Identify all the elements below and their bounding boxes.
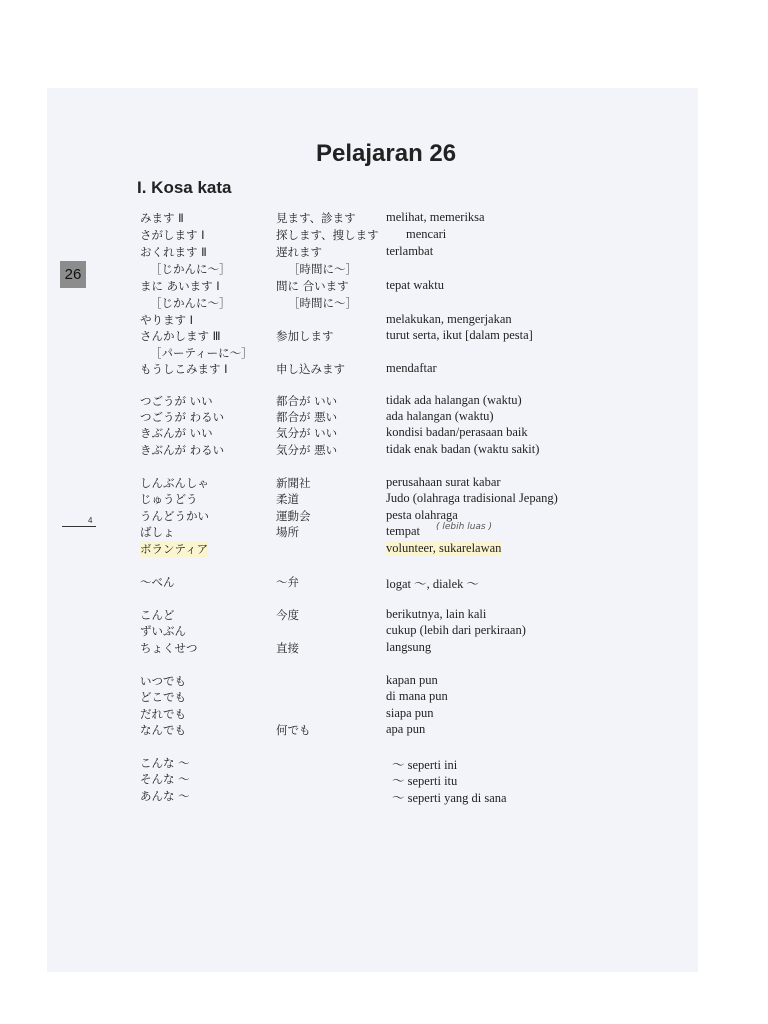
vocab-kanji: ［時間に～］ bbox=[288, 296, 357, 310]
vocab-kanji: 何でも bbox=[276, 723, 311, 737]
vocab-meaning: tidak ada halangan (waktu) bbox=[386, 393, 522, 407]
margin-number: 4 bbox=[88, 516, 93, 525]
margin-line bbox=[62, 526, 96, 527]
vocab-kana: ［じかんに～］ bbox=[150, 296, 231, 310]
vocab-kanji: 遅れます bbox=[276, 245, 322, 259]
vocab-kana: つごうが わるい bbox=[140, 410, 225, 424]
vocab-meaning: pesta olahraga bbox=[386, 508, 458, 522]
vocab-meaning: mencari bbox=[406, 227, 447, 241]
vocab-kanji: 新聞社 bbox=[276, 476, 311, 490]
vocab-kanji: 直接 bbox=[276, 641, 299, 655]
vocab-meaning: cukup (lebih dari perkiraan) bbox=[386, 623, 526, 637]
vocab-kana: ばしょ bbox=[140, 525, 175, 539]
vocab-kana: もうしこみます Ⅰ bbox=[140, 362, 228, 376]
vocab-kanji: 今度 bbox=[276, 608, 299, 622]
vocab-kana: さがします Ⅰ bbox=[140, 228, 205, 242]
vocab-meaning: ～ seperti yang di sana bbox=[392, 791, 507, 805]
vocab-kana: ちょくせつ bbox=[140, 641, 198, 655]
vocab-kana: しんぶんしゃ bbox=[140, 476, 209, 490]
vocab-meaning: perusahaan surat kabar bbox=[386, 475, 501, 489]
vocab-kana: どこでも bbox=[140, 690, 186, 704]
vocab-kanji: 申し込みます bbox=[276, 362, 345, 376]
vocab-kanji: 探します、捜します bbox=[276, 228, 379, 242]
vocab-kana: うんどうかい bbox=[140, 509, 209, 523]
vocab-meaning: tempat bbox=[386, 524, 421, 538]
vocab-kana: つごうが いい bbox=[140, 394, 213, 408]
vocab-kanji: 参加します bbox=[276, 329, 334, 343]
vocab-meaning: apa pun bbox=[386, 722, 426, 736]
lesson-tab: 26 bbox=[60, 261, 86, 288]
page-title: Pelajaran 26 bbox=[316, 140, 457, 167]
vocab-meaning: melihat, memeriksa bbox=[386, 210, 485, 224]
vocab-kana: なんでも bbox=[140, 723, 186, 737]
vocab-kana: きぶんが わるい bbox=[140, 443, 225, 457]
vocab-kana: こんど bbox=[140, 608, 175, 622]
vocab-meaning: logat ～, dialek ～ bbox=[386, 577, 480, 591]
vocab-meaning: turut serta, ikut [dalam pesta] bbox=[386, 328, 533, 342]
vocab-kana: ［じかんに～］ bbox=[150, 262, 231, 276]
vocab-meaning: ～ seperti ini bbox=[392, 758, 458, 772]
vocab-kana: だれでも bbox=[140, 707, 186, 721]
vocab-meaning: kapan pun bbox=[386, 673, 438, 687]
vocab-kana: あんな ～ bbox=[140, 789, 190, 803]
vocab-kanji: 間に 合います bbox=[276, 279, 349, 293]
vocab-kana: ボランティア bbox=[140, 542, 209, 556]
vocab-kanji: ［時間に～］ bbox=[288, 262, 357, 276]
vocab-kana: ～べん bbox=[140, 575, 175, 589]
vocab-meaning: ada halangan (waktu) bbox=[386, 409, 494, 423]
vocab-kanji: 見ます、診ます bbox=[276, 211, 356, 225]
vocab-kana: さんかします Ⅲ bbox=[140, 329, 221, 343]
vocab-kana: ずいぶん bbox=[140, 624, 186, 638]
vocab-kanji: ～弁 bbox=[276, 575, 299, 589]
vocab-kanji: 柔道 bbox=[276, 492, 299, 506]
vocab-kana: そんな ～ bbox=[140, 772, 190, 786]
vocab-kanji: 気分が いい bbox=[276, 426, 338, 440]
vocab-meaning: melakukan, mengerjakan bbox=[386, 312, 512, 326]
vocab-kana: きぶんが いい bbox=[140, 426, 213, 440]
vocab-kana: まに あいます Ⅰ bbox=[140, 279, 220, 293]
handwritten-note: ( lebih luas ) bbox=[436, 522, 492, 532]
vocab-meaning: berikutnya, lain kali bbox=[386, 607, 487, 621]
vocab-kana: こんな ～ bbox=[140, 756, 190, 770]
vocab-meaning: tidak enak badan (waktu sakit) bbox=[386, 442, 540, 456]
vocab-meaning: Judo (olahraga tradisional Jepang) bbox=[386, 491, 558, 505]
vocab-kanji: 気分が 悪い bbox=[276, 443, 338, 457]
section-heading: I. Kosa kata bbox=[137, 178, 232, 197]
vocab-kanji: 都合が いい bbox=[276, 394, 338, 408]
vocab-meaning: kondisi badan/perasaan baik bbox=[386, 425, 528, 439]
vocab-meaning: langsung bbox=[386, 640, 432, 654]
vocab-kanji: 運動会 bbox=[276, 509, 311, 523]
vocab-meaning: di mana pun bbox=[386, 689, 448, 703]
vocab-kana: やります Ⅰ bbox=[140, 313, 194, 327]
vocab-meaning: tepat waktu bbox=[386, 278, 444, 292]
vocab-meaning: siapa pun bbox=[386, 706, 434, 720]
vocab-kana: みます Ⅱ bbox=[140, 211, 184, 225]
vocab-meaning: mendaftar bbox=[386, 361, 437, 375]
vocab-meaning: volunteer, sukarelawan bbox=[386, 541, 502, 555]
vocab-kana: ［パーティーに～］ bbox=[150, 346, 253, 360]
vocab-kana: じゅうどう bbox=[140, 492, 198, 506]
vocab-kana: おくれます Ⅱ bbox=[140, 245, 207, 259]
vocab-kanji: 場所 bbox=[276, 525, 299, 539]
vocab-kanji: 都合が 悪い bbox=[276, 410, 338, 424]
vocab-meaning: ～ seperti itu bbox=[392, 774, 458, 788]
vocab-meaning: terlambat bbox=[386, 244, 434, 258]
vocab-kana: いつでも bbox=[140, 674, 186, 688]
